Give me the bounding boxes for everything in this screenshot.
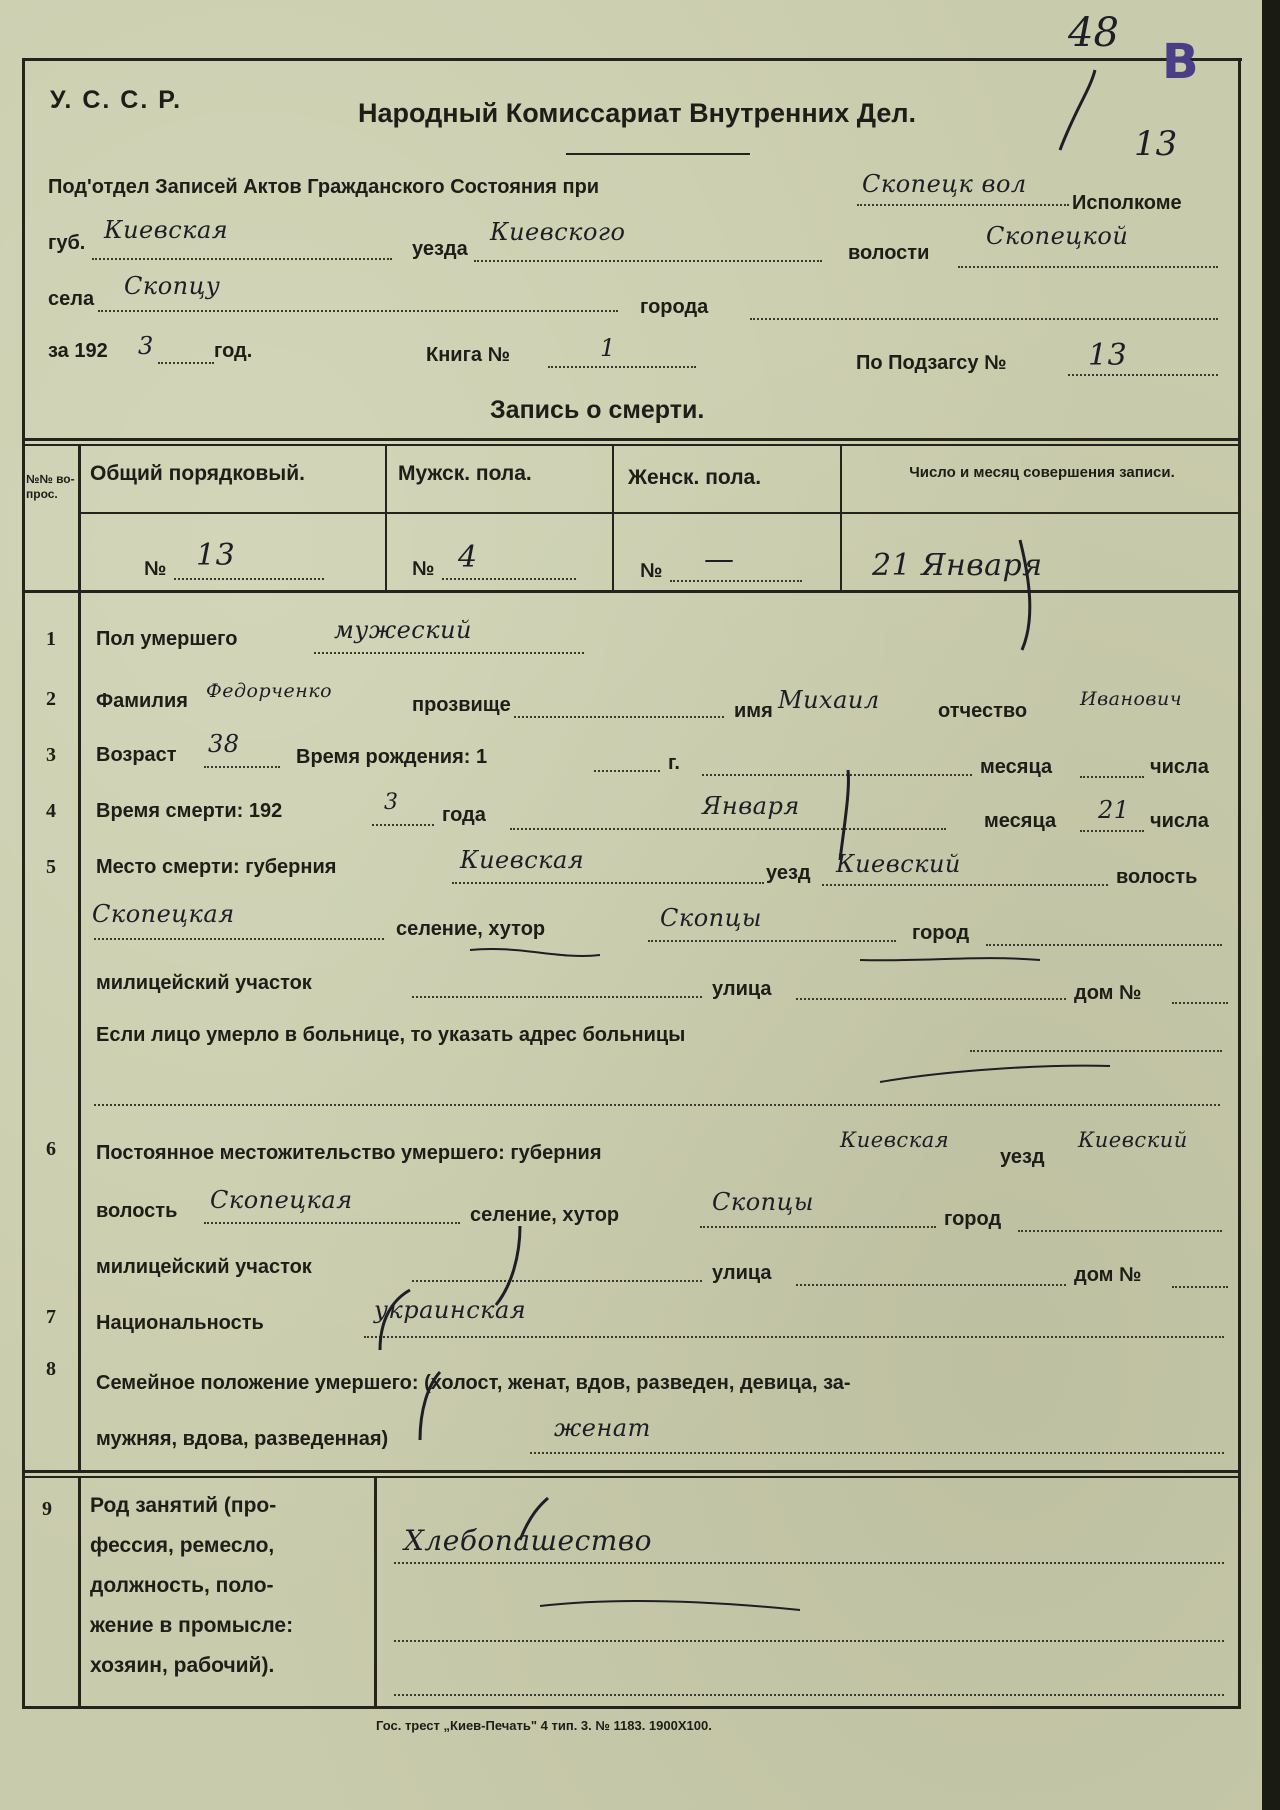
printer-imprint: Гос. трест „Киев-Печать" 4 тип. 3. № 1183. 1900Х100.	[376, 1718, 712, 1733]
q5-uezd-value: Киевский	[836, 850, 961, 878]
q5-label: Место смерти: губерния	[96, 856, 337, 878]
male-value: 4	[458, 540, 478, 575]
q5-village-value: Скопцы	[660, 904, 762, 932]
q3-day-unit: числа	[1150, 756, 1209, 778]
year-prefix: за 192	[48, 340, 108, 362]
q3-birth-label: Время рождения: 1	[296, 746, 488, 768]
col-female: Женск. пола.	[628, 466, 762, 489]
q4-day-unit: числа	[1150, 810, 1209, 832]
q3-age-value: 38	[208, 730, 240, 758]
q5-house-label: дом №	[1074, 982, 1142, 1004]
subregister-label: По Подзагсу №	[856, 352, 1007, 374]
q4-year-unit: года	[442, 804, 486, 826]
q1-number: 1	[46, 628, 56, 650]
gubernia-label: губ.	[48, 232, 86, 254]
commissariat-heading: Народный Комиссариат Внутренних Дел.	[358, 98, 916, 128]
q5-city-label: город	[912, 922, 970, 944]
q8-label-line1: Семейное положение умершего: (холост, женат, вдов, разведен, девица, за-	[96, 1372, 851, 1394]
q5-street-label: улица	[712, 978, 772, 1000]
q5-village-label: селение, хутор	[396, 918, 546, 940]
page-number: 13	[1134, 124, 1178, 164]
executive-label: Исполкоме	[1072, 192, 1182, 214]
q9-label-1: Род занятий (про-	[90, 1494, 277, 1517]
q4-month-value: Января	[702, 792, 800, 820]
q4-number: 4	[46, 800, 56, 822]
q7-number: 7	[46, 1306, 56, 1328]
city-label: города	[640, 296, 709, 318]
date-value: 21 Января	[872, 548, 1043, 583]
general-no-label: №	[144, 558, 167, 580]
col-male: Мужск. пола.	[398, 462, 532, 485]
q2-name-value: Михаил	[778, 686, 880, 714]
q6-volost-value: Скопецкая	[210, 1186, 353, 1214]
q8-label-line2: мужняя, вдова, разведенная)	[96, 1428, 389, 1450]
year-suffix: год.	[214, 340, 253, 362]
q9-label-2: фессия, ремесло,	[90, 1534, 275, 1557]
q6-police-label: милицейский участок	[96, 1256, 312, 1278]
q2-surname-label: Фамилия	[96, 690, 188, 712]
ussr-heading: У. С. С. Р.	[50, 86, 183, 114]
q5-number: 5	[46, 856, 56, 878]
q2-patronymic-value: Иванович	[1080, 688, 1183, 710]
village-label: села	[48, 288, 95, 310]
q3-year-unit: г.	[668, 752, 680, 774]
q6-village-value: Скопцы	[712, 1188, 814, 1216]
q8-value: женат	[554, 1414, 651, 1442]
year-value: 3	[138, 332, 154, 360]
book-value: 1	[600, 334, 616, 362]
suboffice-label: Под'отдел Записей Актов Гражданского Состояния при	[48, 176, 600, 198]
q6-label: Постоянное местожительство умершего: губерния	[96, 1142, 602, 1164]
col-general: Общий порядковый.	[90, 462, 305, 485]
q6-uezd-label: уезд	[1000, 1146, 1045, 1168]
q9-number: 9	[42, 1498, 52, 1520]
q7-label: Национальность	[96, 1312, 264, 1334]
subregister-value: 13	[1088, 338, 1128, 373]
q4-month-unit: месяца	[984, 810, 1057, 832]
q2-name-label: имя	[734, 700, 773, 722]
archive-number: 48	[1068, 10, 1119, 56]
uezd-value: Киевского	[490, 218, 626, 246]
q6-gubernia-value: Киевская	[840, 1128, 950, 1152]
q9-label-4: жение в промысле:	[90, 1614, 294, 1637]
q5-police-label: милицейский участок	[96, 972, 312, 994]
q7-value: украинская	[374, 1296, 527, 1324]
q1-label: Пол умершего	[96, 628, 238, 650]
suboffice-value: Скопецк вол	[862, 170, 1027, 198]
q9-label-5: хозяин, рабочий).	[90, 1654, 275, 1677]
uezd-label: уезда	[412, 238, 468, 260]
col-date: Число и месяц совершения записи.	[909, 464, 1175, 481]
q2-nickname-label: прозвище	[412, 694, 511, 716]
male-no-label: №	[412, 558, 435, 580]
q2-patronymic-label: отчество	[938, 700, 1028, 722]
q4-day-value: 21	[1098, 796, 1130, 824]
q2-surname-value: Федорченко	[206, 680, 333, 702]
q6-volost-label: волость	[96, 1200, 178, 1222]
q1-value: мужеский	[334, 616, 472, 644]
q6-city-label: город	[944, 1208, 1002, 1230]
record-title: Запись о смерти.	[490, 396, 705, 424]
q6-house-label: дом №	[1074, 1264, 1142, 1286]
q3-month-unit: месяца	[980, 756, 1053, 778]
q6-number: 6	[46, 1138, 56, 1160]
female-no-label: №	[640, 560, 663, 582]
q5-uezd-label: уезд	[766, 862, 811, 884]
q3-number: 3	[46, 744, 56, 766]
book-label: Книга №	[426, 344, 510, 366]
volost-value: Скопецкой	[986, 222, 1129, 250]
gubernia-value: Киевская	[104, 216, 229, 244]
q5-hospital-label: Если лицо умерло в больнице, то указать адрес больницы	[96, 1024, 686, 1046]
q6-uezd-value: Киевский	[1078, 1128, 1188, 1152]
q5-gubernia-value: Киевская	[460, 846, 585, 874]
q9-value: Хлебопашество	[404, 1524, 652, 1557]
q5-volost-label: волость	[1116, 866, 1198, 888]
q8-number: 8	[46, 1358, 56, 1380]
general-value: 13	[196, 538, 236, 573]
village-value: Скопцу	[124, 272, 221, 300]
q4-label: Время смерти: 192	[96, 800, 283, 822]
q4-year-value: 3	[384, 790, 399, 815]
q3-age-label: Возраст	[96, 744, 177, 766]
volost-label: волости	[848, 242, 930, 264]
stamp-letter: В	[1162, 34, 1199, 90]
female-value: —	[704, 542, 735, 577]
col-question: №№ во- прос.	[26, 472, 75, 501]
q9-label-3: должность, поло-	[90, 1574, 274, 1597]
q6-village-label: селение, хутор	[470, 1204, 620, 1226]
q2-number: 2	[46, 688, 56, 710]
q6-street-label: улица	[712, 1262, 772, 1284]
q5-volost-value: Скопецкая	[92, 900, 235, 928]
